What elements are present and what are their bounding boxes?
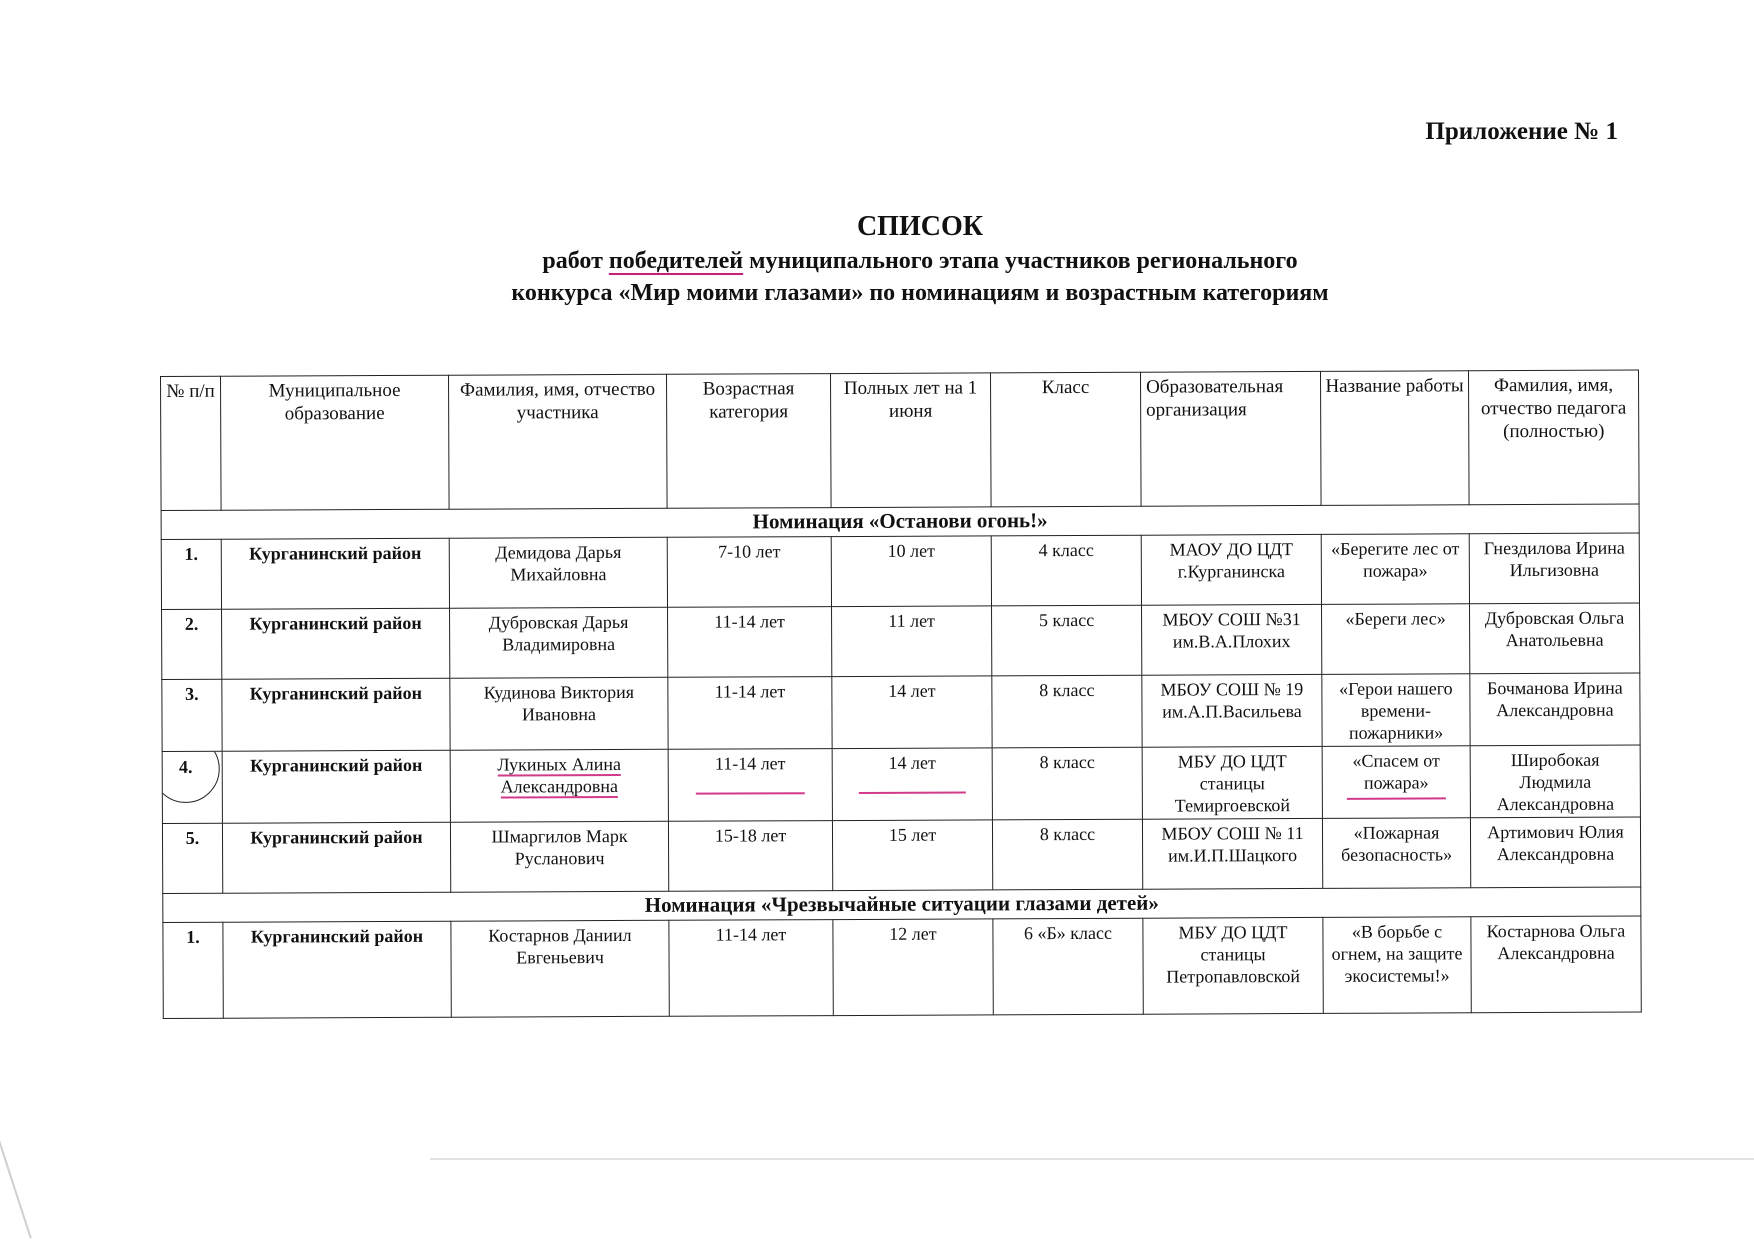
cell-class: 8 класс [992, 819, 1142, 890]
header-teacher: Фамилия, имя, отчество педагога (полностью) [1468, 370, 1639, 505]
header-age-category: Возрастная категория [666, 374, 831, 509]
cell-class: 5 класс [992, 605, 1142, 676]
cell-work-title: «В борьбе с огнем, на защите экосистемы!» [1323, 917, 1471, 1014]
cell-work-title: «Береги лес» [1322, 604, 1470, 675]
header-num: № п/п [161, 376, 222, 510]
document-title [380, 210, 1460, 308]
header-class: Класс [990, 372, 1141, 507]
cell-municipality: Курганинский район [223, 921, 451, 1018]
cell-age-category-text: 11-14 лет [714, 753, 786, 774]
header-work-title: Название работы [1320, 371, 1469, 506]
cell-work-title-text: «Спасем от пожара» [1352, 750, 1440, 793]
nomination-title: Номинация «Чрезвычайные ситуации глазами детей» [163, 887, 1641, 922]
table-row [161, 533, 1639, 609]
cell-work-title: «Пожарная безопасность» [1322, 818, 1470, 889]
cell-num-circled [162, 751, 222, 823]
cell-work-title: «Герои нашего времени-пожарники» [1322, 674, 1470, 747]
cell-municipality: Курганинский район [222, 608, 450, 679]
title-line-2-part-2: муниципального этапа участников регионального [743, 248, 1298, 274]
title-line-1: СПИСОК [856, 211, 984, 242]
cell-num: 1. [163, 922, 223, 1018]
cell-municipality: Курганинский район [222, 678, 450, 751]
cell-teacher: Широбокая Людмила Александровна [1470, 745, 1640, 818]
cell-full-years: 11 лет [832, 606, 992, 677]
cell-participant [450, 749, 668, 822]
cell-organization: МБОУ СОШ № 11 им.И.П.Шацкого [1142, 818, 1322, 889]
cell-class: 4 класс [991, 535, 1141, 606]
cell-municipality: Курганинский район [222, 750, 450, 823]
title-line-3: конкурса «Мир моими глазами» по номинациям и возрастным категориям [511, 280, 1329, 306]
cell-full-years-text: 14 лет [888, 752, 936, 773]
cell-teacher: Костарнова Ольга Александровна [1471, 916, 1641, 1013]
appendix-label: Приложение № 1 [1425, 118, 1618, 145]
nomination-title: Номинация «Останови огонь!» [161, 504, 1639, 539]
circled-number: 4. [162, 751, 220, 803]
table-header-row [161, 370, 1640, 510]
title-highlight-winners: победителей [608, 248, 744, 274]
cell-age-category [668, 749, 832, 822]
cell-work-title [1322, 746, 1470, 819]
cell-full-years: 15 лет [832, 820, 992, 891]
cell-participant: Кудинова Виктория Ивановна [450, 677, 668, 750]
header-organization: Образовательная организация [1140, 371, 1321, 506]
scan-edge-bottom [430, 1158, 1754, 1160]
underlined-participant: Лукиных Алина Александровна [497, 753, 622, 797]
cell-teacher: Гнездилова Ирина Ильгизовна [1469, 533, 1639, 604]
cell-participant: Дубровская Дарья Владимировна [450, 607, 668, 678]
cell-teacher: Артимович Юлия Александровна [1470, 817, 1640, 888]
pink-underline-mark [695, 792, 805, 794]
cell-municipality: Курганинский район [221, 538, 449, 609]
cell-teacher: Дубровская Ольга Анатольевна [1470, 603, 1640, 674]
cell-participant: Костарнов Даниил Евгеньевич [451, 920, 669, 1017]
cell-age-category: 11-14 лет [668, 677, 832, 750]
cell-municipality: Курганинский район [222, 822, 450, 893]
cell-participant: Шмаргилов Марк Русланович [450, 821, 668, 892]
cell-organization: МАОУ ДО ЦДТ г.Курганинска [1141, 534, 1321, 605]
table-row-highlighted [162, 745, 1640, 823]
cell-participant: Демидова Дарья Михайловна [449, 537, 667, 608]
cell-class: 8 класс [992, 747, 1142, 820]
cell-organization: МБУ ДО ЦДТ станицы Петропавловской [1143, 917, 1323, 1014]
cell-organization: МБОУ СОШ №31 им.В.А.Плохих [1142, 604, 1322, 675]
cell-full-years: 14 лет [832, 676, 992, 749]
table-row [162, 673, 1640, 751]
pink-underline-mark [1347, 797, 1446, 799]
cell-full-years: 10 лет [831, 536, 991, 607]
header-participant: Фамилия, имя, отчество участника [448, 374, 667, 509]
cell-organization: МБУ ДО ЦДТ станицы Темиргоевской [1142, 746, 1322, 819]
header-full-years: Полных лет на 1 июня [830, 373, 991, 508]
table-row [162, 603, 1640, 679]
cell-full-years [832, 748, 992, 821]
cell-class: 6 «Б» класс [993, 918, 1143, 1015]
cell-age-category: 15-18 лет [668, 821, 832, 892]
cell-num: 1. [161, 539, 221, 609]
cell-full-years: 12 лет [833, 919, 993, 1016]
winners-table [160, 370, 1642, 1019]
pink-underline-mark [859, 791, 966, 793]
cell-class: 8 класс [992, 675, 1142, 748]
cell-teacher: Бочманова Ирина Александровна [1470, 673, 1640, 746]
cell-num: 2. [162, 609, 222, 679]
cell-num: 5. [162, 823, 222, 893]
title-line-2 [380, 246, 1460, 276]
table-row [162, 817, 1640, 893]
cell-num: 3. [162, 679, 222, 751]
title-line-2-part-1: работ [542, 248, 609, 274]
cell-age-category: 7-10 лет [667, 537, 831, 608]
cell-organization: МБОУ СОШ № 19 им.А.П.Васильева [1142, 674, 1322, 747]
cell-age-category: 11-14 лет [669, 920, 833, 1017]
header-municipality: Муниципальное образование [221, 375, 450, 510]
table-row [163, 916, 1641, 1018]
cell-work-title: «Берегите лес от пожара» [1321, 534, 1469, 605]
scan-edge-left [0, 1052, 49, 1239]
cell-age-category: 11-14 лет [668, 607, 832, 678]
